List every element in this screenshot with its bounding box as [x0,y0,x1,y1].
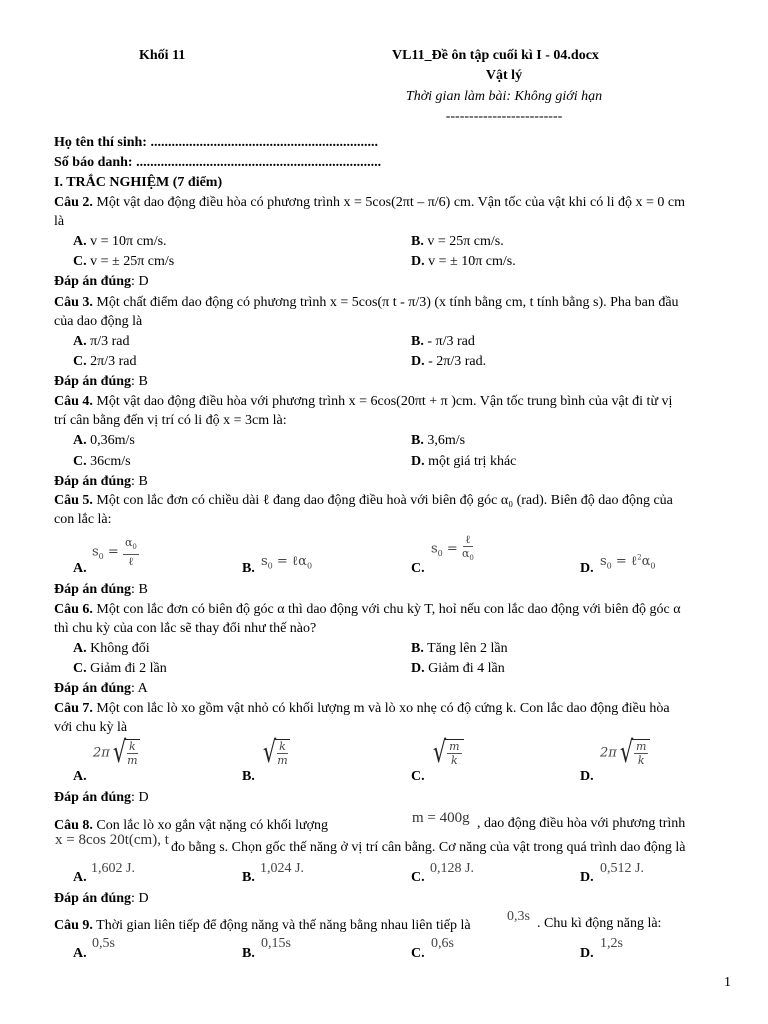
option-b: B. 3,6m/s [411,433,466,448]
formula-a: 2π √ $\frac{k}{m}$ [93,738,140,768]
formula-c: $s_0$ = $\frac{\text{ℓ}}{\alpha_0}$ [431,533,474,563]
grade-label: Khối 11 [139,48,186,63]
student-name-line: Họ tên thí sinh: ................................................................. [54,135,378,150]
option-c: C. v = ± 25π cm/s [73,254,175,269]
question-label: Câu 9. [54,918,93,933]
answer-line: Đáp án đúng: B [54,374,148,389]
formula-b: √ $\frac{k}{m}$ [260,738,290,768]
question-label: Câu 3. [54,295,93,310]
option-d-value: 1,2s [600,936,623,951]
option-d: D. Giảm đi 4 lần [411,661,505,676]
question-label: Câu 7. [54,701,93,716]
question-text-cont: . Chu kì động năng là: [537,916,662,931]
answer-line: Đáp án đúng: A [54,681,148,696]
equation-formula: x = 8cos 20t(cm), t [55,832,169,848]
option-a-value: 0,5s [92,936,115,951]
subject-title: Vật lý [485,68,523,83]
option-b-value: 1,024 J. [260,861,304,876]
question-label: Câu 2. [54,195,93,210]
question-label: Câu 5. [54,493,93,508]
option-d: D. v = ± 10π cm/s. [411,254,516,269]
option-a: A. [73,769,87,784]
question-text-cont: của dao động là [54,314,143,329]
option-c: C. 36cm/s [73,454,131,469]
option-d-value: 0,512 J. [600,861,644,876]
option-a: A. [73,946,87,961]
question-text-cont: đo bằng s. Chọn gốc thế năng ở vị trí cân bằng. Cơ năng của vật trong quá trình dao động là [171,840,686,855]
option-b: B. [242,870,255,885]
question-3 [54,293,734,312]
option-b: B. - π/3 rad [411,334,475,349]
answer-line: Đáp án đúng: D [54,891,149,906]
option-b: B. [242,769,255,784]
question-text: Một vật dao động điều hòa có phương trình x = 5cos(2πt – π/6) cm. Vận tốc của vật khi có li độ x = 0 cm [92,195,686,210]
option-d: D. một giá trị khác [411,454,517,469]
option-d: D. [580,870,594,885]
option-c-value: 0,6s [431,936,454,951]
option-b: B. v = 25π cm/s. [411,234,504,249]
question-9: Câu 9. Thời gian liên tiếp để động năng và thế năng bằng nhau liên tiếp là [54,918,471,933]
question-label: Câu 8. [54,818,93,833]
answer-line: Đáp án đúng: B [54,474,148,489]
option-b: B. [242,561,255,576]
option-c-value: 0,128 J. [430,861,474,876]
formula-a: $s_0$ = $\frac{\alpha_0}{\text{ℓ}}$ [92,536,137,569]
section-title: I. TRẮC NGHIỆM (7 điểm) [54,175,223,190]
question-text: , dao động điều hòa với phương trình [477,816,686,831]
option-c: C. [411,769,425,784]
question-2 [54,193,734,212]
question-text-cont: trí cân bằng đến vị trí có li độ x = 3cm là: [54,413,287,428]
option-b: B. [242,946,255,961]
question-text: Một con lắc đơn có chiều dài ℓ đang dao động điều hoà với biên độ góc α₀ (rad). Biên độ dao động của [92,493,673,508]
question-text: Một vật dao động điều hòa với phương trình x = 6cos(20πt + π )cm. Vận tốc trung bình của vật đi từ vị [92,394,673,409]
option-a: A. [73,561,87,576]
question-label: Câu 4. [54,394,93,409]
option-a: A. [73,870,87,885]
question-text-cont: với chu kỳ là [54,720,128,735]
mass-formula: m = 400g [412,810,470,826]
header-divider: ------------------------- [445,109,563,124]
question-text-cont: là [54,214,65,229]
student-id-line: Số báo danh: ...................................................................... [54,155,382,170]
option-a-value: 1,602 J. [91,861,135,876]
option-a: A. 0,36m/s [73,433,135,448]
question-label: Câu 6. [54,602,93,617]
option-b-value: 0,15s [261,936,291,951]
answer-line: Đáp án đúng: D [54,790,149,805]
time-limit: Thời gian làm bài: Không giới hạn [405,89,603,104]
time-value: 0,3s [507,909,530,924]
option-a: A. v = 10π cm/s. [73,234,167,249]
option-c: C. 2π/3 rad [73,354,137,369]
question-text: Một con lắc đơn có biên độ góc α thì dao động với chu kỳ T, hoỉ nếu con lắc dao động với biên độ góc α [92,602,681,617]
question-5 [54,491,734,510]
option-c: C. [411,870,425,885]
page-number: 1 [724,975,731,990]
option-a: A. Không đổi [73,641,150,656]
option-d: D. [580,769,594,784]
answer-line: Đáp án đúng: D [54,274,149,289]
question-8: Câu 8. Con lắc lò xo gắn vật nặng có khối lượng [54,818,328,833]
option-d: D. [580,561,594,576]
formula-d: $s_0$ = $\ell^2\alpha_0$ [600,553,656,571]
formula-d: 2π √ $\frac{m}{k}$ [600,738,650,768]
question-text-cont: thì chu kỳ của con lắc sẽ thay đổi như thế nào? [54,621,317,636]
question-text-cont: con lắc là: [54,512,112,527]
question-text: Một chất điểm dao động có phương trình x = 5cos(π t - π/3) (x tính bằng cm, t tính bằng s). Pha ban đầu [92,295,679,310]
question-7 [54,699,734,718]
question-text: Một con lắc lò xo gồm vật nhỏ có khối lượng m và lò xo nhẹ có độ cứng k. Con lắc dao động điều hòa [92,701,670,716]
option-b: B. Tăng lên 2 lần [411,641,508,656]
question-6 [54,600,734,619]
formula-c: √ $\frac{m}{k}$ [430,738,464,768]
option-c: C. Giảm đi 2 lần [73,661,167,676]
file-title: VL11_Đề ôn tập cuối kì I - 04.docx [392,48,599,63]
option-d: D. [580,946,594,961]
option-a: A. π/3 rad [73,334,130,349]
formula-b: $s_0$ = ℓα$_0$ [261,554,313,571]
option-d: D. - 2π/3 rad. [411,354,487,369]
option-c: C. [411,561,425,576]
answer-line: Đáp án đúng: B [54,582,148,597]
question-4 [54,392,734,411]
option-c: C. [411,946,425,961]
